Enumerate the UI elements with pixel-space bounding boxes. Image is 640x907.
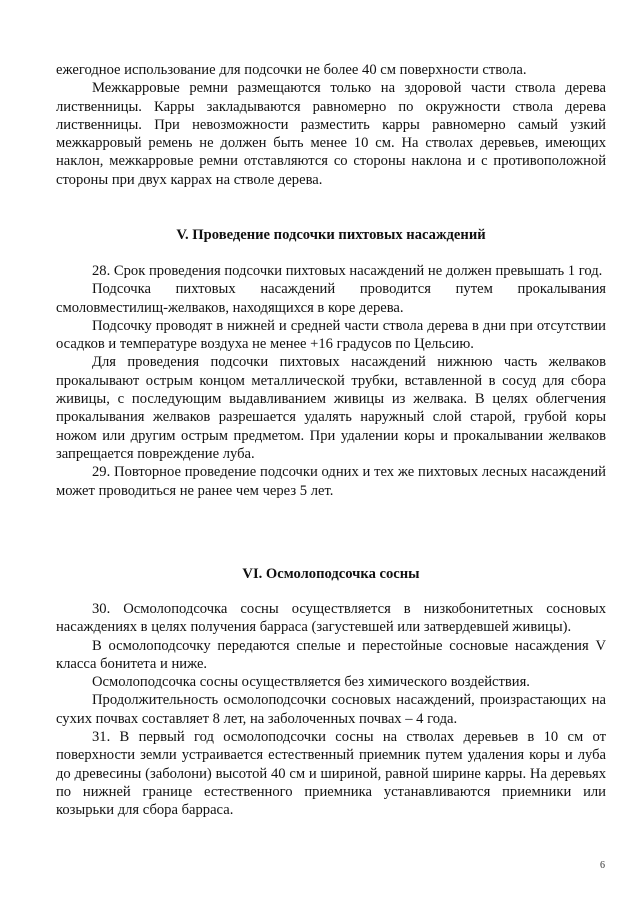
section-5-paragraph-3: Подсочку проводят в нижней и средней части ствола дерева в дни при отсутствии осадков и температуре воздуха не менее +16 градусов по Цельсию. [56,317,606,353]
section-5-paragraph-29: 29. Повторное проведение подсочки одних и тех же пихтовых лесных насаждений может проводиться не ранее чем через 5 лет. [56,464,606,499]
section-6-paragraph-2: В осмолоподсочку передаются спелые и перестойные сосновые насаждения V класса бонитета и ниже. [56,637,606,672]
section-5-paragraph-2: Подсочка пихтовых насаждений проводится путем прокалывания смоловместилищ-желваков, находящихся в коре дерева. [56,281,606,316]
section-6-heading-block [56,565,606,583]
section-6-body [56,600,606,820]
section-6-title: VI. Осмолоподсочка сосны [242,566,420,582]
section-5-paragraph-28: 28. Срок проведения подсочки пихтовых насаждений не должен превышать 1 год. [92,263,603,279]
page-number: 6 [600,860,605,871]
section-5-title: V. Проведение подсочки пихтовых насаждений [176,227,486,243]
section-6-paragraph-3: Осмолоподсочка сосны осуществляется без химического воздействия. [92,674,530,691]
intro-line: ежегодное использование для подсочки не более 40 см поверхности ствола. [56,62,527,78]
section-6-paragraph-31: 31. В первый год осмолоподсочки сосны на стволах деревьев в 10 см от поверхности земли устраивается естественный приемник путем удаления коры и луба до древесины (заболони) высотой 40 см и шириной, равной ширине карры. На деревьях по нижней границе естественного приемника устанавливаются приемники или козырьки для сбора барраса. [56,729,606,819]
section-5-body [56,262,606,500]
section-5-paragraph-4: Для проведения подсочки пихтовых насаждений нижнюю часть желваков прокалывают острым концом металлической трубки, вставленной в сосуд для сбора живицы, с последующим выдавливанием живицы из желвака. В целях облегчения прокалывания желваков разрешается удалять наружный слой старой, грубой коры ножом или другим острым предметом. При удалении коры и прокалывании желваков запрещается повреждение луба. [56,354,606,462]
section-6-paragraph-4: Продолжительность осмолоподсочки сосновых насаждений, произрастающих на сухих почвах составляет 8 лет, на заболоченных почвах – 4 года. [56,692,606,727]
section-5-heading-block [56,226,606,244]
intro-block [56,61,606,189]
section-6-paragraph-30: 30. Осмолоподсочка сосны осуществляется в низкобонитетных сосновых насаждениях в целях получения барраса (загустевшей или затвердевшей живицы). [56,601,606,636]
intro-paragraph: Межкарровые ремни размещаются только на здоровой части ствола дерева лиственницы. Карры закладываются равномерно по окружности ствола дерева лиственницы. При невозможности разместить карры равномерно самый узкий межкарровый ремень не должен быть менее 10 см. На стволах деревьев, имеющих наклон, межкарровые ремни отставляются со стороны наклона и с противоположной стороны при двух каррах на стволе дерева. [56,80,606,188]
